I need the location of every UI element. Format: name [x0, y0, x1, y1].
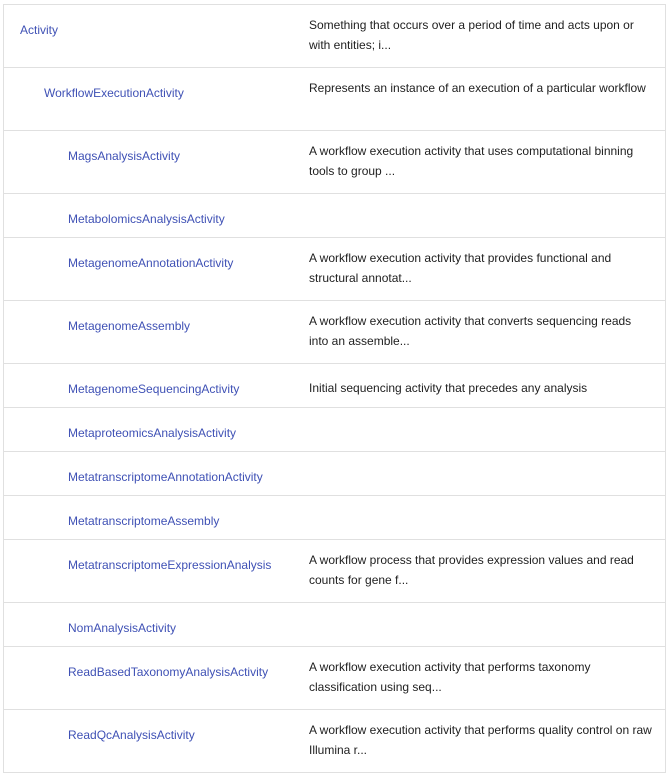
class-link-nom-analysis-activity[interactable]: NomAnalysisActivity [68, 621, 177, 635]
description-cell: A workflow execution activity that uses computational binning tools to group ... [309, 144, 634, 178]
class-link-metagenome-annotation-activity[interactable]: MetagenomeAnnotationActivity [68, 256, 234, 270]
description-cell: Represents an instance of an execution of a particular workflow [309, 81, 646, 95]
name-cell [4, 603, 309, 646]
table-row [4, 603, 665, 647]
name-cell [4, 540, 309, 602]
description-cell: A workflow execution activity that performs taxonomy classification using seq... [309, 660, 591, 694]
class-link-metagenome-assembly[interactable]: MetagenomeAssembly [68, 319, 191, 333]
description-cell: Initial sequencing activity that precedes any analysis [309, 381, 588, 395]
table-row [4, 496, 665, 540]
class-link-activity[interactable]: Activity [20, 23, 59, 37]
table-row [4, 364, 665, 408]
table-row [4, 194, 665, 238]
table-row [4, 710, 665, 773]
table-row [4, 68, 665, 131]
table-row [4, 238, 665, 301]
class-link-mags-analysis-activity[interactable]: MagsAnalysisActivity [68, 149, 181, 163]
table-row [4, 5, 665, 68]
description-cell [309, 408, 665, 451]
name-cell [4, 238, 309, 300]
name-cell [4, 496, 309, 539]
name-cell [4, 452, 309, 495]
name-cell [4, 364, 309, 407]
description-cell: A workflow process that provides expression values and read counts for gene f... [309, 553, 634, 587]
name-cell [4, 647, 309, 709]
description-cell [309, 603, 665, 646]
class-link-workflow-execution-activity[interactable]: WorkflowExecutionActivity [44, 86, 184, 100]
description-cell: A workflow execution activity that provides functional and structural annotat... [309, 251, 612, 285]
class-link-read-qc-analysis-activity[interactable]: ReadQcAnalysisActivity [68, 728, 195, 742]
description-cell: A workflow execution activity that performs quality control on raw Illumina r... [309, 723, 652, 757]
class-link-metagenome-sequencing-activity[interactable]: MetagenomeSequencingActivity [68, 382, 240, 396]
class-link-metatranscriptome-annotation-activity[interactable]: MetatranscriptomeAnnotationActivity [68, 470, 263, 484]
name-cell [4, 194, 309, 237]
description-cell: A workflow execution activity that converts sequencing reads into an assemble... [309, 314, 632, 348]
name-cell [4, 131, 309, 193]
name-cell [4, 68, 309, 130]
description-cell [309, 194, 665, 237]
table-row [4, 131, 665, 194]
class-link-metatranscriptome-assembly[interactable]: MetatranscriptomeAssembly [68, 514, 220, 528]
table-row [4, 408, 665, 452]
name-cell [4, 5, 309, 67]
class-hierarchy-table [3, 4, 666, 773]
class-link-metabolomics-analysis-activity[interactable]: MetabolomicsAnalysisActivity [68, 212, 225, 226]
class-link-read-based-taxonomy-analysis-activity[interactable]: ReadBasedTaxonomyAnalysisActivity [68, 665, 269, 679]
class-link-metatranscriptome-expression-analysis[interactable]: MetatranscriptomeExpressionAnalysis [68, 558, 272, 572]
name-cell [4, 408, 309, 451]
table-row [4, 540, 665, 603]
name-cell [4, 301, 309, 363]
table-row [4, 647, 665, 710]
description-cell [309, 452, 665, 495]
class-link-metaproteomics-analysis-activity[interactable]: MetaproteomicsAnalysisActivity [68, 426, 237, 440]
table-row [4, 452, 665, 496]
name-cell [4, 710, 309, 772]
description-cell: Something that occurs over a period of time and acts upon or with entities; i... [309, 18, 634, 52]
table-row [4, 301, 665, 364]
description-cell [309, 496, 665, 539]
